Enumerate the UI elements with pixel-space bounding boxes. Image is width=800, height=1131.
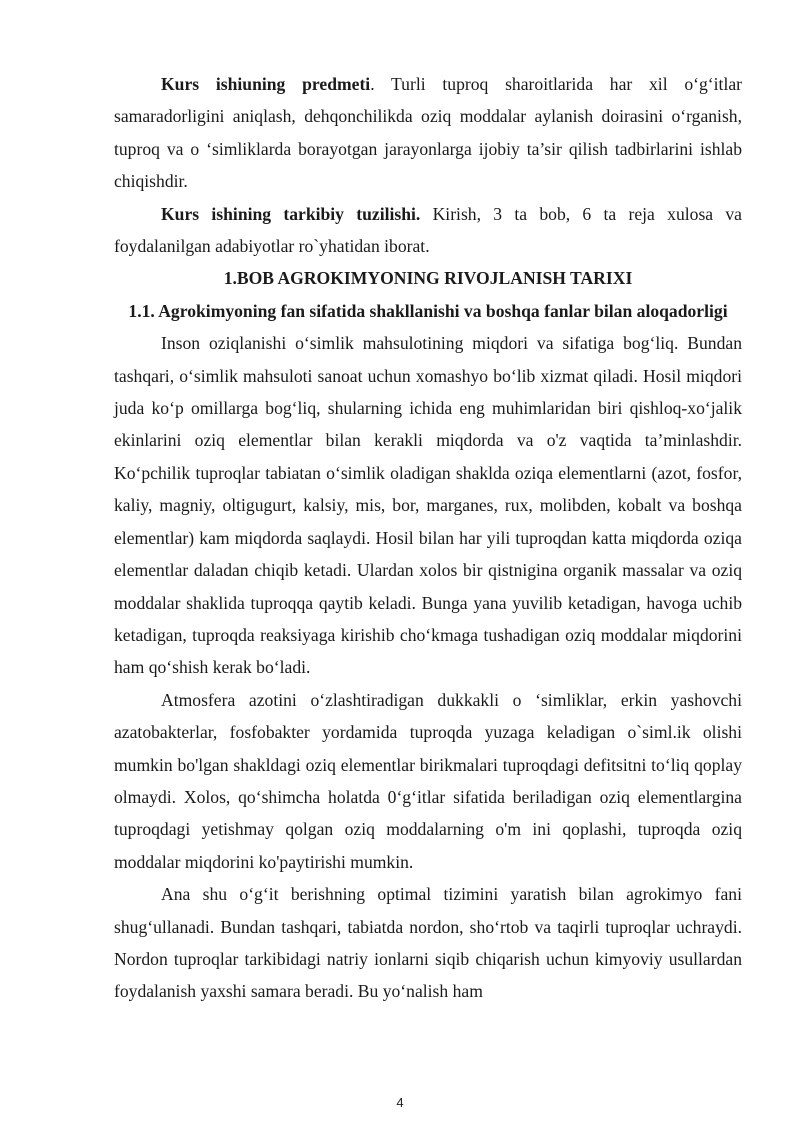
body-paragraph: Atmosfera azotini o‘zlashtiradigan dukkakli o ‘simliklar, erkin yashovchi azatobakterlar, fosfobakter yordamida tuproqda yuzaga keladigan o`siml.ik olishi mumkin bo'lgan shakldagi oziq elementlar birikmalari tuproqdagi defitsitni to‘liq qoplay olmaydi. Xolos, qo‘shimcha holatda 0‘g‘itlar sifatida beriladigan oziq elementlargina tuproqdagi yetishmay qolgan oziq moddalarning o'm ini qoplashi, tuproqda oziq moddalar miqdorini ko'paytirishi mumkin.	[114, 689, 742, 872]
body-paragraph: Ana shu o‘g‘it berishning optimal tizimini yaratish bilan agrokimyo fani shug‘ullanadi. Bundan tashqari, tabiatda nordon, sho‘rtob va taqirli tuproqlar uchraydi. Nordon tuproqlar tarkibidagi natriy ionlarni siqib chiqarish uchun kimyoviy usullardan foydalanish yaxshi samara beradi. Bu yo‘nalish ham	[114, 884, 742, 1002]
structure-text: Kirish, 3 ta bob, 6 ta reja xulosa va foydalanilgan adabiyotlar ro`yhatidan iborat.	[114, 203, 742, 257]
subject-label: Kurs ishiuning predmeti	[161, 74, 371, 94]
page-number: 4	[396, 1095, 404, 1110]
structure-label: Kurs ishining tarkibiy tuzilishi.	[161, 203, 421, 224]
chapter-title: 1.BOB AGROKIMYONING RIVOJLANISH TARIXI	[223, 268, 633, 289]
section-title: 1.1. Agrokimyoning fan sifatida shakllanishi va boshqa fanlar bilan aloqadorligi	[128, 300, 728, 321]
body-paragraph: Inson oziqlanishi o‘simlik mahsulotining miqdori va sifatiga bog‘liq. Bundan tashqari, o‘simlik mahsuloti sanoat uchun xomashyo bo‘lib xizmat qiladi. Hosil miqdori juda ko‘p omillarga bog‘liq, shularning ichida eng muhimlaridan biri qishloq-xo‘jalik ekinlarini oziq elementlar bilan kerakli miqdorda va o'z vaqtida ta’minlashdir. Ko‘pchilik tuproqlar tabiatan o‘simlik oladigan shaklda oziqa elementlarni (azot, fosfor, kaliy, magniy, oltigugurt, kalsiy, mis, bor, marganes, rux, molibden, kobalt va boshqa elementlar) kam miqdorda saqlaydi. Hosil bilan har yili tuproqdan katta miqdorda oziqa elementlar daladan chiqib ketadi. Ulardan xolos bir qistnigina organik massalar va oziq moddalar shaklida tuproqqa qaytib keladi. Bunga yana yuvilib ketadigan, havoga uchib ketadigan, tuproqda reaksiyaga kirishib cho‘kmaga tushadigan oziq moddalar miqdorini ham qo‘shish kerak bo‘ladi.	[114, 333, 742, 678]
structure-paragraph	[114, 198, 742, 263]
subject-paragraph	[114, 68, 742, 198]
subject-text: . Turli tuproq sharoitlarida har xil o‘g‘itlar samaradorligini aniqlash, dehqonchilikda oziq moddalar aylanish doirasini o‘rganish, tuproq va o ‘simliklarda borayotgan jarayonlarga ijobiy ta’sir qilish tadbirlarini ishlab chiqishdir.	[114, 74, 742, 192]
